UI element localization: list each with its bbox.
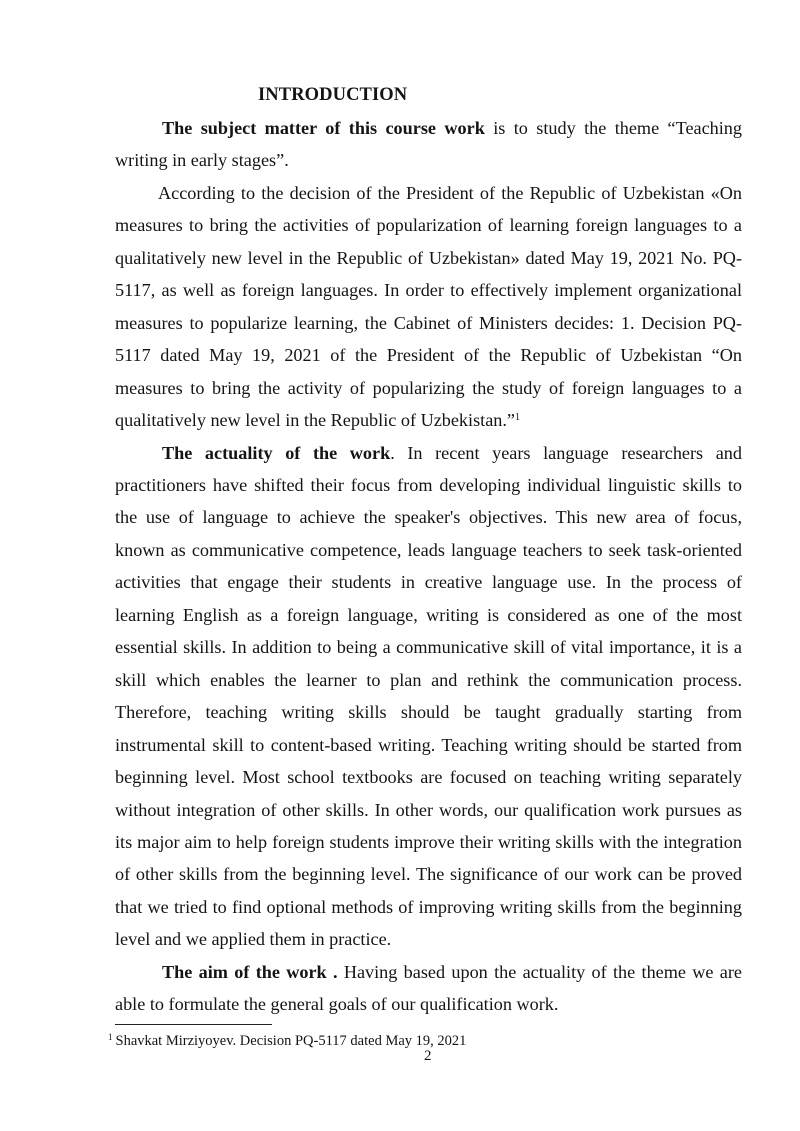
- footnote-mark: 1: [108, 1032, 113, 1042]
- paragraph-decision: [115, 177, 742, 437]
- page-number: 2: [424, 1048, 432, 1064]
- footnote: [108, 1029, 466, 1050]
- paragraph-subject: [115, 112, 742, 177]
- footnote-separator: [115, 1024, 272, 1025]
- footnote-reference: 1: [515, 412, 521, 424]
- paragraph-lead-bold: The actuality of the work: [162, 442, 391, 463]
- paragraph-lead-bold: The aim of the work .: [162, 961, 338, 982]
- paragraph-text: According to the decision of the President of the Republic of Uzbekistan «On measures to bring the activities of popularization of learning foreign languages to a qualitatively new level in the Republic of Uzbekistan» dated May 19, 2021 No. PQ-5117, as well as foreign languages. In order to effectively implement organizational measures to popularize learning, the Cabinet of Ministers decides: 1. Decision PQ-5117 dated May 19, 2021 of the President of the Republic of Uzbekistan “On measures to bring the activity of popularizing the study of foreign languages to a qualitatively new level in the Republic of Uzbekistan.”: [115, 182, 742, 431]
- paragraph-aim: [115, 956, 742, 1021]
- body-text: [115, 112, 742, 1021]
- paragraph-lead-bold: The subject matter of this course work: [162, 118, 485, 138]
- section-heading: INTRODUCTION: [258, 85, 408, 105]
- paragraph-text: Having based upon the actuality of the theme we are able to formulate the general goals of our qualification work.: [115, 961, 742, 1015]
- paragraph-text: is to study the theme “Teaching writing in early stages”.: [115, 118, 742, 171]
- paragraph-text: . In recent years language researchers and practitioners have shifted their focus from developing individual linguistic skills to the use of language to achieve the speaker's objectives. This new area of focus, known as communicative competence, leads language teachers to seek task-oriented activities that engage their students in creative language use. In the process of learning English as a foreign language, writing is considered as one of the most essential skills. In addition to being a communicative skill of vital importance, it is a skill which enables the learner to plan and rethink the communication process. Therefore, teaching writing skills should be taught gradually starting from instrumental skill to content-based writing. Teaching writing should be started from beginning level. Most school textbooks are focused on teaching writing separately without integration of other skills. In other words, our qualification work pursues as its major aim to help foreign students improve their writing skills with the integration of other skills from the beginning level. The significance of our work can be proved that we tried to find optional methods of improving writing skills from the beginning level and we applied them in practice.: [115, 442, 742, 950]
- paragraph-actuality: [115, 437, 742, 956]
- footnote-text: Shavkat Mirziyoyev. Decision PQ-5117 dated May 19, 2021: [115, 1033, 467, 1049]
